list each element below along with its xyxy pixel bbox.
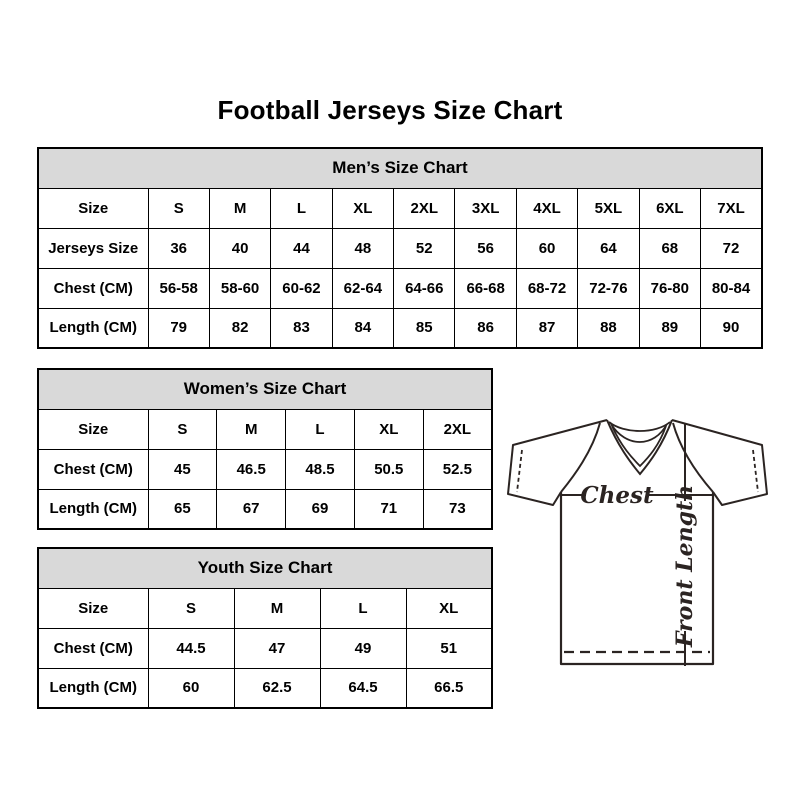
value-cell: 51 <box>406 628 492 668</box>
value-cell: 64.5 <box>320 668 406 708</box>
womens-size-table <box>37 368 493 530</box>
youth-size-table <box>37 547 493 709</box>
table-row <box>38 628 492 668</box>
jersey-right-cuff-stitch <box>753 450 758 492</box>
row-label: Size <box>38 409 148 449</box>
value-cell: L <box>271 188 332 228</box>
value-cell: 40 <box>209 228 270 268</box>
value-cell: 52 <box>394 228 455 268</box>
value-cell: 79 <box>148 308 209 348</box>
table-row <box>38 668 492 708</box>
value-cell: 76-80 <box>639 268 700 308</box>
value-cell: 2XL <box>394 188 455 228</box>
table-row <box>38 188 762 228</box>
value-cell: 68-72 <box>516 268 577 308</box>
mens-size-table <box>37 147 763 349</box>
value-cell: 66.5 <box>406 668 492 708</box>
value-cell: 56-58 <box>148 268 209 308</box>
table-title: Men’s Size Chart <box>38 148 762 188</box>
row-label: Chest (CM) <box>38 628 148 668</box>
value-cell: 58-60 <box>209 268 270 308</box>
value-cell: 64-66 <box>394 268 455 308</box>
value-cell: 71 <box>354 489 423 529</box>
table-title: Youth Size Chart <box>38 548 492 588</box>
value-cell: 4XL <box>516 188 577 228</box>
value-cell: S <box>148 409 217 449</box>
row-label: Jerseys Size <box>38 228 148 268</box>
value-cell: M <box>234 588 320 628</box>
row-label: Length (CM) <box>38 489 148 529</box>
value-cell: 62-64 <box>332 268 393 308</box>
value-cell: M <box>209 188 270 228</box>
front-length-measure-label: Front Length <box>672 484 698 648</box>
value-cell: 84 <box>332 308 393 348</box>
value-cell: XL <box>406 588 492 628</box>
table-row <box>38 268 762 308</box>
value-cell: S <box>148 588 234 628</box>
value-cell: 62.5 <box>234 668 320 708</box>
row-label: Chest (CM) <box>38 449 148 489</box>
table-title: Women’s Size Chart <box>38 369 492 409</box>
jersey-left-cuff-stitch <box>517 450 522 492</box>
value-cell: L <box>320 588 406 628</box>
value-cell: 48.5 <box>286 449 355 489</box>
value-cell: 87 <box>516 308 577 348</box>
value-cell: 6XL <box>639 188 700 228</box>
value-cell: 2XL <box>423 409 492 449</box>
value-cell: 44.5 <box>148 628 234 668</box>
value-cell: 48 <box>332 228 393 268</box>
jersey-measurement-diagram <box>503 402 777 676</box>
page-title: Football Jerseys Size Chart <box>217 95 563 125</box>
value-cell: 66-68 <box>455 268 516 308</box>
row-label: Length (CM) <box>38 668 148 708</box>
table-row <box>38 588 492 628</box>
row-label: Chest (CM) <box>38 268 148 308</box>
value-cell: 64 <box>578 228 639 268</box>
row-label: Length (CM) <box>38 308 148 348</box>
value-cell: 72-76 <box>578 268 639 308</box>
value-cell: S <box>148 188 209 228</box>
value-cell: 90 <box>701 308 762 348</box>
table-row <box>38 449 492 489</box>
value-cell: 47 <box>234 628 320 668</box>
row-label: Size <box>38 588 148 628</box>
value-cell: XL <box>332 188 393 228</box>
value-cell: 60 <box>148 668 234 708</box>
value-cell: 44 <box>271 228 332 268</box>
value-cell: 52.5 <box>423 449 492 489</box>
value-cell: 89 <box>639 308 700 348</box>
jersey-right-armhole-seam <box>673 423 713 492</box>
value-cell: 86 <box>455 308 516 348</box>
row-label: Size <box>38 188 148 228</box>
value-cell: 50.5 <box>354 449 423 489</box>
value-cell: 68 <box>639 228 700 268</box>
value-cell: 7XL <box>701 188 762 228</box>
chest-measure-label: Chest <box>580 482 654 509</box>
table-row <box>38 228 762 268</box>
value-cell: L <box>286 409 355 449</box>
table-row <box>38 489 492 529</box>
value-cell: 80-84 <box>701 268 762 308</box>
value-cell: 60 <box>516 228 577 268</box>
value-cell: 65 <box>148 489 217 529</box>
value-cell: 82 <box>209 308 270 348</box>
value-cell: 45 <box>148 449 217 489</box>
value-cell: 83 <box>271 308 332 348</box>
value-cell: XL <box>354 409 423 449</box>
value-cell: 5XL <box>578 188 639 228</box>
value-cell: 46.5 <box>217 449 286 489</box>
value-cell: 36 <box>148 228 209 268</box>
value-cell: 88 <box>578 308 639 348</box>
jersey-collar-back-arc-1 <box>609 422 670 431</box>
value-cell: 69 <box>286 489 355 529</box>
value-cell: M <box>217 409 286 449</box>
value-cell: 60-62 <box>271 268 332 308</box>
value-cell: 72 <box>701 228 762 268</box>
value-cell: 56 <box>455 228 516 268</box>
table-row <box>38 308 762 348</box>
value-cell: 3XL <box>455 188 516 228</box>
value-cell: 49 <box>320 628 406 668</box>
value-cell: 67 <box>217 489 286 529</box>
value-cell: 85 <box>394 308 455 348</box>
value-cell: 73 <box>423 489 492 529</box>
table-row <box>38 409 492 449</box>
